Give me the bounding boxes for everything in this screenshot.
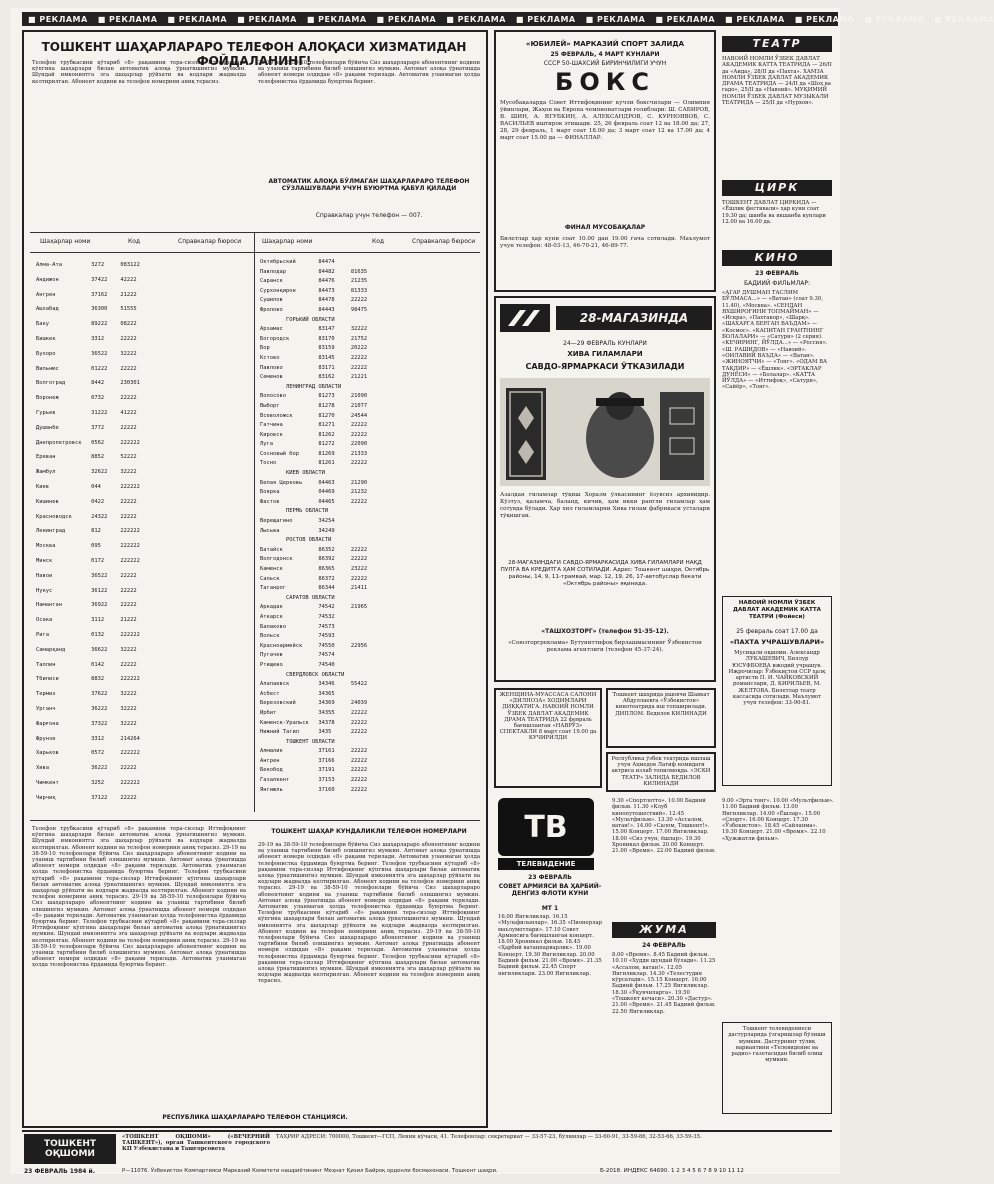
city-table-left: Алма-Ата 3272 083122 Андижон 37422 42222 Ангрен 37162 21222 Ашхабад 36300 51555 Баку 89222 08222 Бишкек 3312 22222 Бухоро 36522 32222 Вильнюс 01222 22222 Волгоград 8442 230301 Воронеж 0732 22222 Гурьев 31222 41222 Душанбе 3772 22222 Днепропетровск 0562 222222 Ереван 8852 52222 Жамбул 32622 32222 Киев 044 222222 Кишинев 0422 22222 Красноводск 24322 22222 Ленинград 812 222222 Москва 095 222222 Минск 0172 222222 Навои 36522 22222 Нукус 36122 22222 Наманган 36922 22222 Осака 3112 21222 Рига 0132 222222 Самарқанд 36622 32222 Таллин 0142 22222 Тбилиси 8832 222222 Термиз 37622 32222 Урганч 36222 32222 Фарғона 37322 32222 Фрунзе 3312 214264 Харьков 0572 222222 Хива 36222 22222 Чимкент 3252 222222 Чирчиқ 37122 22222 <box>36 262 140 801</box>
circus-text: ТОШКЕНТ ДАВЛАТ ЦИРКИДА — «Ёшлик фестивали» ҳар куни соат 19.30 да; шанба ва якшанба кунлари 12.00 ва 16.00 да. <box>722 200 826 225</box>
phone-title: ТОШКЕНТ ШАҲАРЛАРАРО ТЕЛЕФОН АЛОҚАСИ ХИЗМАТИДАН ФОЙДАЛАНИНГ! <box>41 40 467 68</box>
col-header-info-2: Справкалар бюроси <box>412 238 476 245</box>
boxing-event: БОКС <box>555 68 655 96</box>
col-header-code: Код <box>128 238 141 245</box>
concert-date: 25 февраль соат 17.00 да <box>736 628 818 635</box>
tv-programs-3: 8.00 «Время». 8.45 Бадиий фильм. 10.10 «Худди шундай бўлади». 11.25 «Ассалом, ватан!». 12.05 Янгиликлар. 14.30 «Телестудия кўрсатади». 15.15 Концерт. 16.00 Бадиий фильм. 17.25 Янгиликлар. 18.30 «Ўқувчиларга». 19.50 «Тошкент кечаси». 20.30 «Дастур». 21.00 «Время». 21.45 Бадиий фильм. 22.50 Янгиликлар. <box>612 952 716 1015</box>
banner-item: ■ РЕКЛАМА <box>585 14 646 24</box>
table-top-rule <box>30 232 480 233</box>
banner-item: ■ РЕКЛАМА <box>306 14 367 24</box>
issue-date: 23 ФЕВРАЛЬ 1984 й. <box>24 1168 96 1175</box>
tv-logo <box>498 798 594 856</box>
banner-item: ■ РЕКЛАМА <box>934 14 994 24</box>
phone-bottom-title: ТОШКЕНТ ШАҲАР КУНДАЛИКЛИ ТЕЛЕФОН НОМЕРЛАРИ <box>271 828 467 835</box>
store-footer: «ТАШХОЗТОРГ» (телефон 91-35-12). <box>541 628 669 635</box>
col-header-city-2: Шаҳарлар номи <box>262 238 313 245</box>
concert-title: «ПАХТА УЧРАШУВЛАРИ» <box>729 638 825 646</box>
small-ad-3-text: Республика ўзбек театрида ишлаш учун Аҳмедов Латиф номидаги актриса излаб топилмоқда. «ЭСКИ ТЕАТР» ЗАЛИДА БЕДИЛОВ КИЛИНАДИ <box>611 756 711 787</box>
col-header-city: Шаҳарлар номи <box>40 238 91 245</box>
tv-programs-2: 9.30 «Спортлотто». 10.00 Бадиий фильм. 11.30 «Клуб кинопутешествий». 12.45 «Мультфильм». 13.30 «Ассалом, ватан!». 14.00 «Салом, Тошкент!». 15.00 Концерт. 17.00 Янгиликлар. 18.00 «Сиз учун, ёшлар». 19.30 Хроникал фильм. 20.00 Концерт. 21.00 «Время». 22.00 Бадиий фильм. <box>612 798 716 855</box>
banner-item: ■ РЕКЛАМА <box>725 14 785 24</box>
banner-item: ■ РЕКЛАМА <box>376 14 437 24</box>
phone-intro: Телефон трубкасини кўтариб «8» рақамини тера-сизлар Иттифоқнинг кўпгина шаҳарлари билан автоматик алоқа ўрнатишингиз мумкин. Шундай имкониятга эга шаҳарлар рўйхати ва кодлари жадвалда келтирилган. Абонент кодини ва телефон номерини аниқ терасиз. <box>32 60 246 85</box>
tv-friday-heading: ЖУМА <box>612 922 716 938</box>
carpet-illustration <box>500 378 710 486</box>
cinema-heading: КИНО <box>722 250 832 266</box>
banner-item: ■ РЕКЛАМА <box>97 14 158 24</box>
cinema-sub: БАДИИЙ ФИЛЬМЛАР: <box>744 280 810 287</box>
concert-text: Мусиқали оқшоми. Александр ЛУКАШЕВИЧ, Биллур ЮСУФБОЕВА ижодий учрашув. Ижрочилар: Ўзбекистон ССР халқ артисти П. И. ЧАЙКОВСКИЙ романслари, Д. КИРИЛЬЕВ, М. ЖЕЛТОВА. Билетлар театр кассасида сотилади. Маълумот учун телефон: 33-90-81. <box>728 650 826 707</box>
cinema-text: «АГАР ДУШМАН ТАСЛИМ БЎЛМАСА...» — «Ватан» (соат 9.30, 11.40), «Москва». «СЕНДАН ЯХШИРОҒИНИ ТОПМАЙМАН» — «Искра», «Пахтакор», «Шарқ». «ШАХАРГА БЕРГАН ВАЪДАМ» — «Космос». «КАПИТАН ГРАНТНИНГ БОЛАЛАРИ» — «Сатурн» (2 серия). «КЕЧИРИНГ, ЙЎЛДА...» — «Россия». «Ш. РАШИДОВ» — «Навоий». «ОИЛАВИЙ ВАЪДА» — «Ватан». «ЖИНОЯТЧИ» — «Тонг». «ОДАМ ВА ТАҚДИР» — «Ёшлик». «ЭРТАКЛАР ДУНЁСИ» — «Болалар». «КАТТА ЙЎЛДА» — «Иттифоқ», «Сатурн», «Сайёр», «Тонг». <box>722 290 828 391</box>
col-header-info: Справкалар бюроси <box>178 238 242 245</box>
store-title: ХИВА ГИЛАМЛАРИ <box>567 350 643 358</box>
tv-logo-text: ТВ <box>524 809 568 845</box>
phone-bottom-right: 29-19 ва 38-59-10 телефонлари бўйича Сиз шаҳарлараро абонентнинг кодини ва уланиш тартибини билиб олишингиз мумкин. Автомат алоқа ўрнатишда абонент номери олдидан «8» рақами терилади. Автоматик уланмаган ҳолда телефонистка ёрдамида буюртма беринг. Телефон трубкасини кўтариб «8» рақамини тера-сизлар Иттифоқнинг кўпгина шаҳарлари билан автоматик алоқа ўрнатишингиз мумкин. Шундай имкониятга эга шаҳарлар рўйхати ва кодлари жадвалда келтирилган. Абонент кодини ва телефон номерини аниқ терасиз. 29-19 ва 38-59-10 телефонлари бўйича Сиз шаҳарлараро абонентнинг кодини ва уланиш тартибини билиб олишингиз мумкин. Автомат алоқа ўрнатишда абонент номери олдидан «8» рақами терилади. Автоматик уланмаган ҳолда телефонистка ёрдамида буюртма беринг. Телефон трубкасини кўтариб «8» рақамини тера-сизлар Иттифоқнинг кўпгина шаҳарлари билан автоматик алоқа ўрнатишингиз мумкин. Шундай имкониятга эга шаҳарлар рўйхати ва кодлари жадвалда келтирилган. Абонент кодини ва телефон номерини аниқ терасиз. 29-19 ва 38-59-10 телефонлари бўйича Сиз шаҳарлараро абонентнинг кодини ва уланиш тартибини билиб олишингиз мумкин. Автомат алоқа ўрнатишда абонент номери олдидан «8» рақами терилади. Автоматик уланмаган ҳолда телефонистка ёрдамида буюртма беринг. Телефон трубкасини кўтариб «8» рақамини тера-сизлар Иттифоқнинг кўпгина шаҳарлари билан автоматик алоқа ўрнатишингиз мумкин. Шундай имкониятга эга шаҳарлар рўйхати ва кодлари жадвалда келтирилган. Абонент кодини ва телефон номерини аниқ терасиз. <box>258 842 480 985</box>
cinema-date: 23 ФЕВРАЛЬ <box>755 270 799 277</box>
banner-item: ■ РЕКЛАМА <box>446 14 506 24</box>
store-title-2: САВДО-ЯРМАРКАСИ ЎТКАЗИЛАДИ <box>525 362 685 371</box>
tv-friday-date: 24 ФЕВРАЛЬ <box>642 942 686 949</box>
footer-rule <box>22 1130 832 1132</box>
masthead-logo <box>24 1134 116 1164</box>
phone-bottom-left: Телефон трубкасини кўтариб «8» рақамини тера-сизлар Иттифоқнинг кўпгина шаҳарлари билан автоматик алоқа ўрнатишингиз мумкин. Шундай имкониятга эга шаҳарлар рўйхати ва кодлари жадвалда келтирилган. Абонент кодини ва телефон номерини аниқ терасиз. 29-19 ва 38-59-10 телефонлари бўйича Сиз шаҳарлараро абонентнинг кодини ва уланиш тартибини билиб олишингиз мумкин. Автомат алоқа ўрнатишда абонент номери олдидан «8» рақами терилади. Автоматик уланмаган ҳолда телефонистка ёрдамида буюртма беринг. Телефон трубкасини кўтариб «8» рақамини тера-сизлар Иттифоқнинг кўпгина шаҳарлари билан автоматик алоқа ўрнатишингиз мумкин. Шундай имкониятга эга шаҳарлар рўйхати ва кодлари жадвалда келтирилган. Абонент кодини ва телефон номерини аниқ терасиз. 29-19 ва 38-59-10 телефонлари бўйича Сиз шаҳарлараро абонентнинг кодини ва уланиш тартибини билиб олишингиз мумкин. Автомат алоқа ўрнатишда абонент номери олдидан «8» рақами терилади. Автоматик уланмаган ҳолда телефонистка ёрдамида буюртма беринг. Телефон трубкасини кўтариб «8» рақамини тера-сизлар Иттифоқнинг кўпгина шаҳарлари билан автоматик алоқа ўрнатишингиз мумкин. Шундай имкониятга эга шаҳарлар рўйхати ва кодлари жадвалда келтирилган. Абонент кодини ва телефон номерини аниқ терасиз. 29-19 ва 38-59-10 телефонлари бўйича Сиз шаҳарлараро абонентнинг кодини ва уланиш тартибини билиб олишингиз мумкин. Автомат алоқа ўрнатишда абонент номери олдидан «8» рақами терилади. Автоматик уланмаган ҳолда телефонистка ёрдамида буюртма беринг. <box>32 826 246 969</box>
boxing-date: 25 ФЕВРАЛЬ, 4 МАРТ КУНЛАРИ <box>550 51 660 58</box>
tv-notice-text: Тошкент телевидениеси дастурларида ўзгаришлар бўлиши мумкин. Дастурнинг тўлиқ вариантини «Телевидение ва радио» газетасидан билиб олиш мумкин. <box>728 1026 826 1064</box>
tv-brand: ТЕЛЕВИДЕНИЕ <box>498 858 594 870</box>
banner-item: ■ РЕКЛАМА <box>237 14 297 24</box>
tv-date: 23 ФЕВРАЛЬ <box>528 874 572 881</box>
phone-subline: Справкалар учун телефон — 007. <box>315 212 423 219</box>
phone-bottom-sub: РЕСПУБЛИКА ШАҲАРЛАРАРО ТЕЛЕФОН СТАНЦИЯСИ. <box>162 1114 348 1121</box>
tv-programs-4: 9.00 «Эрта тонг». 10.00 «Мультфильм». 11.00 Бадиий фильм. 13.00 Янгиликлар. 14.00 «Ёшлар». 15.00 «Спорт». 16.00 Концерт. 17.30 «Ўзбекистон». 18.45 «Сайланма». 19.30 Концерт. 21.00 «Время». 22.10 «Ҳужжатли фильм». <box>722 798 834 842</box>
advert-banner <box>22 12 994 26</box>
table-mid-rule <box>254 232 255 812</box>
masthead-text: ТОШКЕНТ ОҚШОМИ <box>43 1139 97 1159</box>
store-dates: 24—29 ФЕВРАЛЬ КУНЛАРИ <box>563 340 647 347</box>
banner-item: ■ РЕКЛАМА <box>864 14 925 24</box>
boxing-title: «ЮБИЛЕЙ» МАРКАЗИЙ СПОРТ ЗАЛИДА <box>525 40 685 48</box>
table-bottom-rule <box>30 820 480 821</box>
issue-index: Б-2018. ИНДЕКС 64690. 1 2 3 4 5 6 7 8 9 10 11 12 <box>600 1168 744 1174</box>
banner-item: ■ РЕКЛАМА <box>28 14 88 24</box>
boxing-tickets: Билетлар ҳар куни соат 10.00 дан 19.00 гача сотилади. Маълумот учун телефон: 48-03-13, 46-70-21, 46-89-77. <box>500 236 710 249</box>
theatre-heading: ТЕАТР <box>722 36 832 52</box>
store-logo-icon <box>500 304 550 332</box>
concert-head: НАВОИЙ НОМЛИ ЎЗБЕК ДАВЛАТ АКАДЕМИК КАТТА ТЕАТРИ (Фойеси) <box>733 600 821 620</box>
banner-item: ■ РЕКЛАМА <box>655 14 716 24</box>
small-ad-1-text: ЖЕНЩИНА-МУАССАСА САЛОНИ «ДИЛНОЗА» ХОДИМЛАРИ ДИҚҚАТИГА. НАВОИЙ НОМЛИ ЎЗБЕК ДАВЛАТ АКАДЕМИК ДРАМА ТЕАТРИДА 22 февраль бағишланган «НАВРЎЗ» СПЕКТАКЛИ 8 март соат 19.00 да КУЧИРИЛДИ <box>499 692 597 742</box>
tv-channel: МТ 1 <box>541 905 559 912</box>
boxing-text: Мусобақаларда Совет Иттифоқининг кучли боксчилари — Олимпия ўйинлари, Жаҳон ва Европа чемпионатлари ғолиблари: Ш. САБИРОВ, В. ШИН, А. ЯГУБКИН, А. АЛЕКСАНДРОВ, С. КУРНОЯВОВ, С. ВАСИЛЬЕВ иштирок этишади. 25, 26 февраль соат 12 ва 18.00 да; 27, 28, 29 февраль, 1 март соат 18.00 да; 3 март соат 12 ва 17.00 да; 4 март соат 15.00 да — ФИНАЛЛАР. <box>500 100 710 141</box>
city-table-right: Октябрьский 84474 Павлодар 84482 81635 Саранск 84476 21235 Сурхонқирон 84473 81333 Сушилов 84478 22222 Фролово 84443 98475 ГОРЬКИЙ ОБЛАСТИ Арзамас 83147 32222 Богородск 83170 21752 Бор 83159 20222 Кстово 83145 22222 Павлово 83171 22222 Семенов 83162 21221 ЛЕНИНГРАД ОБЛАСТИ Волосово 81273 21090 Выборг 81278 21077 Всеволожск 81270 24544 Гатчина 81271 22222 Кировск 81262 22222 Луга 81272 22090 Сосновый бор 81269 21333 Тосно 81261 22222 КИЕВ ОБЛАСТИ Белая Церковь 04463 21290 Боярка 04469 21232 Фастов 04465 22222 ПЕРМЬ ОБЛАСТИ Верещагино 34254 Лысьва 34249 РОСТОВ ОБЛАСТИ Батайск 86352 22222 Волгодонск 86392 22222 Каменск 86365 23222 Сальск 86372 22222 Таганрог 86344 21411 САРАТОВ ОБЛАСТИ Аркадак 74542 21965 Аткарск 74532 Балаково 74573 Вольск 74593 Красноармейск 74550 22956 Пугачев 74574 Ртищево 74540 СВЕРДЛОВСК ОБЛАСТИ Алапаевск 34346 55422 Асбест 34365 Березовский 34369 24039 Ирбит 34355 22222 Каменск-Уральск 34378 22222 Нижний Тагил 3435 22222 ТОШКЕНТ ОБЛАСТИ Алмалик 37161 22222 Ангрен 37166 22222 Бекобод 37191 22222 Газалкент 37153 22222 Янгиюль 37160 22222 <box>260 259 368 793</box>
store-logo <box>500 304 550 332</box>
phone-subhead: АВТОМАТИК АЛОҚА БЎЛМАГАН ШАҲАРЛАРАРО ТЕЛЕФОН СЎЗЛАШУВЛАРИ УЧУН БУЮРТМА ҚАБУЛ ҚИЛАДИ <box>268 178 470 192</box>
store-body: Азалдан гиламлар тўқиш Хоразм ўлкасининг ёзувсиз архивидир. Кўзтуз, қаламча, баланд, кичик, ҳам икки рангли гиламлар ҳам сотувда бўлади. Ҳар хил гиламларни Хива гилам фабрикаси усталари тўқишган. <box>500 492 710 519</box>
print-info: Р—11076. Ўзбекистон Компартияси Марказий Комитети нашриётининг Меҳнат Қизил Байроқ орденли босмахонаси. Тошкент шаҳри. <box>122 1168 498 1174</box>
boxing-final: ФИНАЛ МУСОБАҚАЛАР <box>564 224 646 231</box>
store-footer-2: «Союзторгреклама» Бутуниттифоқ бирлашмасининг Ўзбекистон реклама агентлиги (телефон 45-37-24). <box>508 640 702 653</box>
tv-programs-1: 16.00 Янгиликлар. 16.15 «Мульфильмлар». 16.35 «Пионерлар маълумотлари». 17.10 Совет Армиясига бағишланган концерт. 18.00 Хроникал фильм. 18.45 «Ҳарбий ватанпарварлик». 19.00 Концерт. 19.30 Янгиликлар. 20.00 Бадиий фильм. 21.00 «Время». 21.35 Бадиий фильм. 22.45 Спорт янгиликлари. 23.00 Янгиликлар. <box>498 914 602 977</box>
banner-item: ■ РЕКЛАМА <box>167 14 228 24</box>
boxing-sub: СССР 50-ШАХСИЙ БИРИНЧИЛИГИ УЧУН <box>543 60 667 67</box>
small-ad-2-text: Тошкент шаҳрида яшовчи Шавкат Абдуллаевга «Ўзбекистон» кинотеатрида иш топширилади. ДИПЛОМ. Бедилов КИЛИНАДИ <box>612 692 710 717</box>
col-header-code-2: Код <box>372 238 385 245</box>
circus-heading: ЦИРК <box>722 180 832 196</box>
theatre-text: НАВОИЙ НОМЛИ ЎЗБЕК ДАВЛАТ АКАДЕМИК КАТТА ТЕАТРИДА — 26/II да «Аида», 28/II да «Пахта». ХАМЗА НОМЛИ ЎЗБЕК ДАВЛАТ АКАДЕМИК ДРАМА ТЕАТРИДА — 24/II да «Шоҳ ва гадо», 25/II да «Навоий». МУҚИМИЙ НОМЛИ ЎЗБЕК ДАВЛАТ МУЗЫКАЛИ ТЕАТРИДА — 25/II да «Нурхон». <box>722 56 832 107</box>
tv-sub: СОВЕТ АРМИЯСИ ВА ҲАРБИЙ-ДЕНГИЗ ФЛОТИ КУНИ <box>498 883 602 897</box>
banner-item: ■ РЕКЛАМА <box>515 14 576 24</box>
table-header-rule <box>30 252 480 253</box>
paper-info: «ТОШКЕНТ ОҚШОМИ» («ВЕЧЕРНИЙ ТАШКЕНТ»), орган Ташкентского городского КП Узбекистана и Ташгорсовета <box>122 1134 270 1153</box>
banner-item: ■ РЕКЛАМА <box>794 14 855 24</box>
store-body-2: 28-МАГАЗИНДАГИ САВДО-ЯРМАРКАСИДА ХИВА ГИЛАМЛАРИ НАҚД ПУЛГА ВА КРЕДИТГА ҲАМ СОТИЛАДИ. Адрес: Тошкент шаҳри, Октябрь районы, 14, 9, 11-трамвай, мар. 12, 19, 26, 17-автобуслар бекати «Октябрь районы» яқинида. <box>500 560 710 587</box>
editorial-address: ТАҲРИР АДРЕСИ: 700000, Тошкент—ГСП, Ленин кўчаси, 41. Телефонлар: секретариат — 33-57-23, бўлимлар — 33-60-91, 33-59-86, 32-53-66, 33-59-35. <box>276 1134 702 1140</box>
phone-intro-2: 29-19 ва 38-59-10 телефонлари бўйича Сиз шаҳарлараро абонентнинг кодини ва уланиш тартибини билиб олишингиз мумкин. Автомат алоқа ўрнатишда абонент номери олдидан «8» рақами терилади. Автоматик уланмаган ҳолда телефонистка ёрдамида буюртма беринг. <box>258 60 480 85</box>
store-number: 28-МАГАЗИНДА <box>556 306 712 330</box>
carpet-seller-icon <box>500 378 710 486</box>
